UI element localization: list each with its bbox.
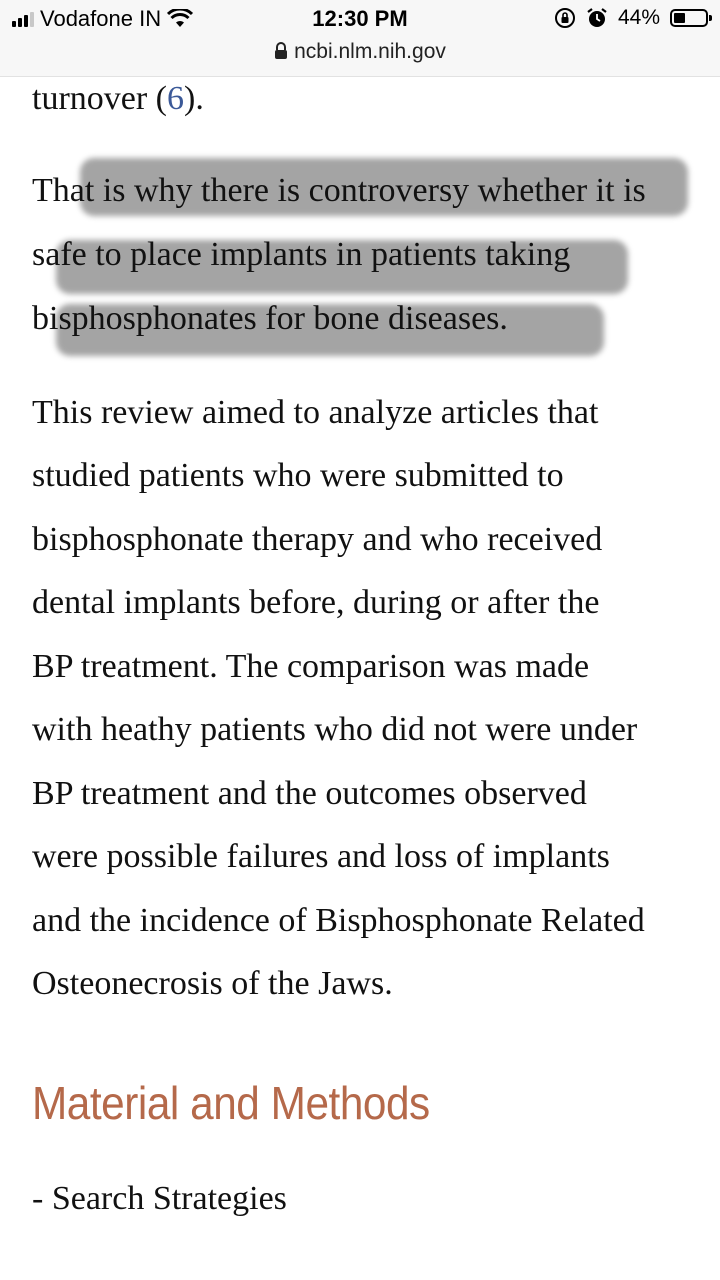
paragraph-2-line: BP treatment. The comparison was made (32, 648, 590, 685)
battery-percent: 44% (617, 6, 660, 29)
status-bar (0, 0, 720, 77)
alarm-icon (586, 7, 608, 29)
carrier-name: Vodafone IN (40, 6, 162, 31)
lock-icon (274, 42, 288, 60)
subsection-heading: - Search Strategies (32, 1180, 287, 1217)
paragraph-2-line: and the incidence of Bisphosphonate Related (32, 902, 645, 939)
paragraph-2-line: with heathy patients who did not were under (32, 711, 638, 748)
status-indicators (554, 6, 708, 30)
status-time: 12:30 PM (312, 6, 408, 31)
paragraph-2-line: dental implants before, during or after the (32, 584, 600, 621)
reference-link[interactable]: 6 (167, 80, 185, 117)
battery-level-fill (674, 13, 685, 23)
paragraph-1-line: bisphosphonates for bone diseases. (32, 300, 508, 337)
address-bar[interactable] (0, 40, 720, 64)
paragraph-2-line: Osteonecrosis of the Jaws. (32, 965, 393, 1002)
section-heading: Material and Methods (32, 1077, 430, 1129)
previous-paragraph-tail: turnover (6). (32, 80, 204, 117)
paragraph-2-line: This review aimed to analyze articles that (32, 394, 599, 431)
battery-icon (670, 9, 708, 27)
paragraph-2-line: were possible failures and loss of implants (32, 838, 610, 875)
paragraph-1-line: safe to place implants in patients taking (32, 236, 571, 273)
orientation-lock-icon (554, 7, 576, 29)
paragraph-2-line: bisphosphonate therapy and who received (32, 521, 603, 558)
paragraph-2-line: BP treatment and the outcomes observed (32, 775, 587, 812)
paragraph-1-line: That is why there is controversy whether it is (32, 172, 646, 209)
paragraph-2-line: studied patients who were submitted to (32, 457, 564, 494)
url-text: ncbi.nlm.nih.gov (294, 40, 446, 63)
